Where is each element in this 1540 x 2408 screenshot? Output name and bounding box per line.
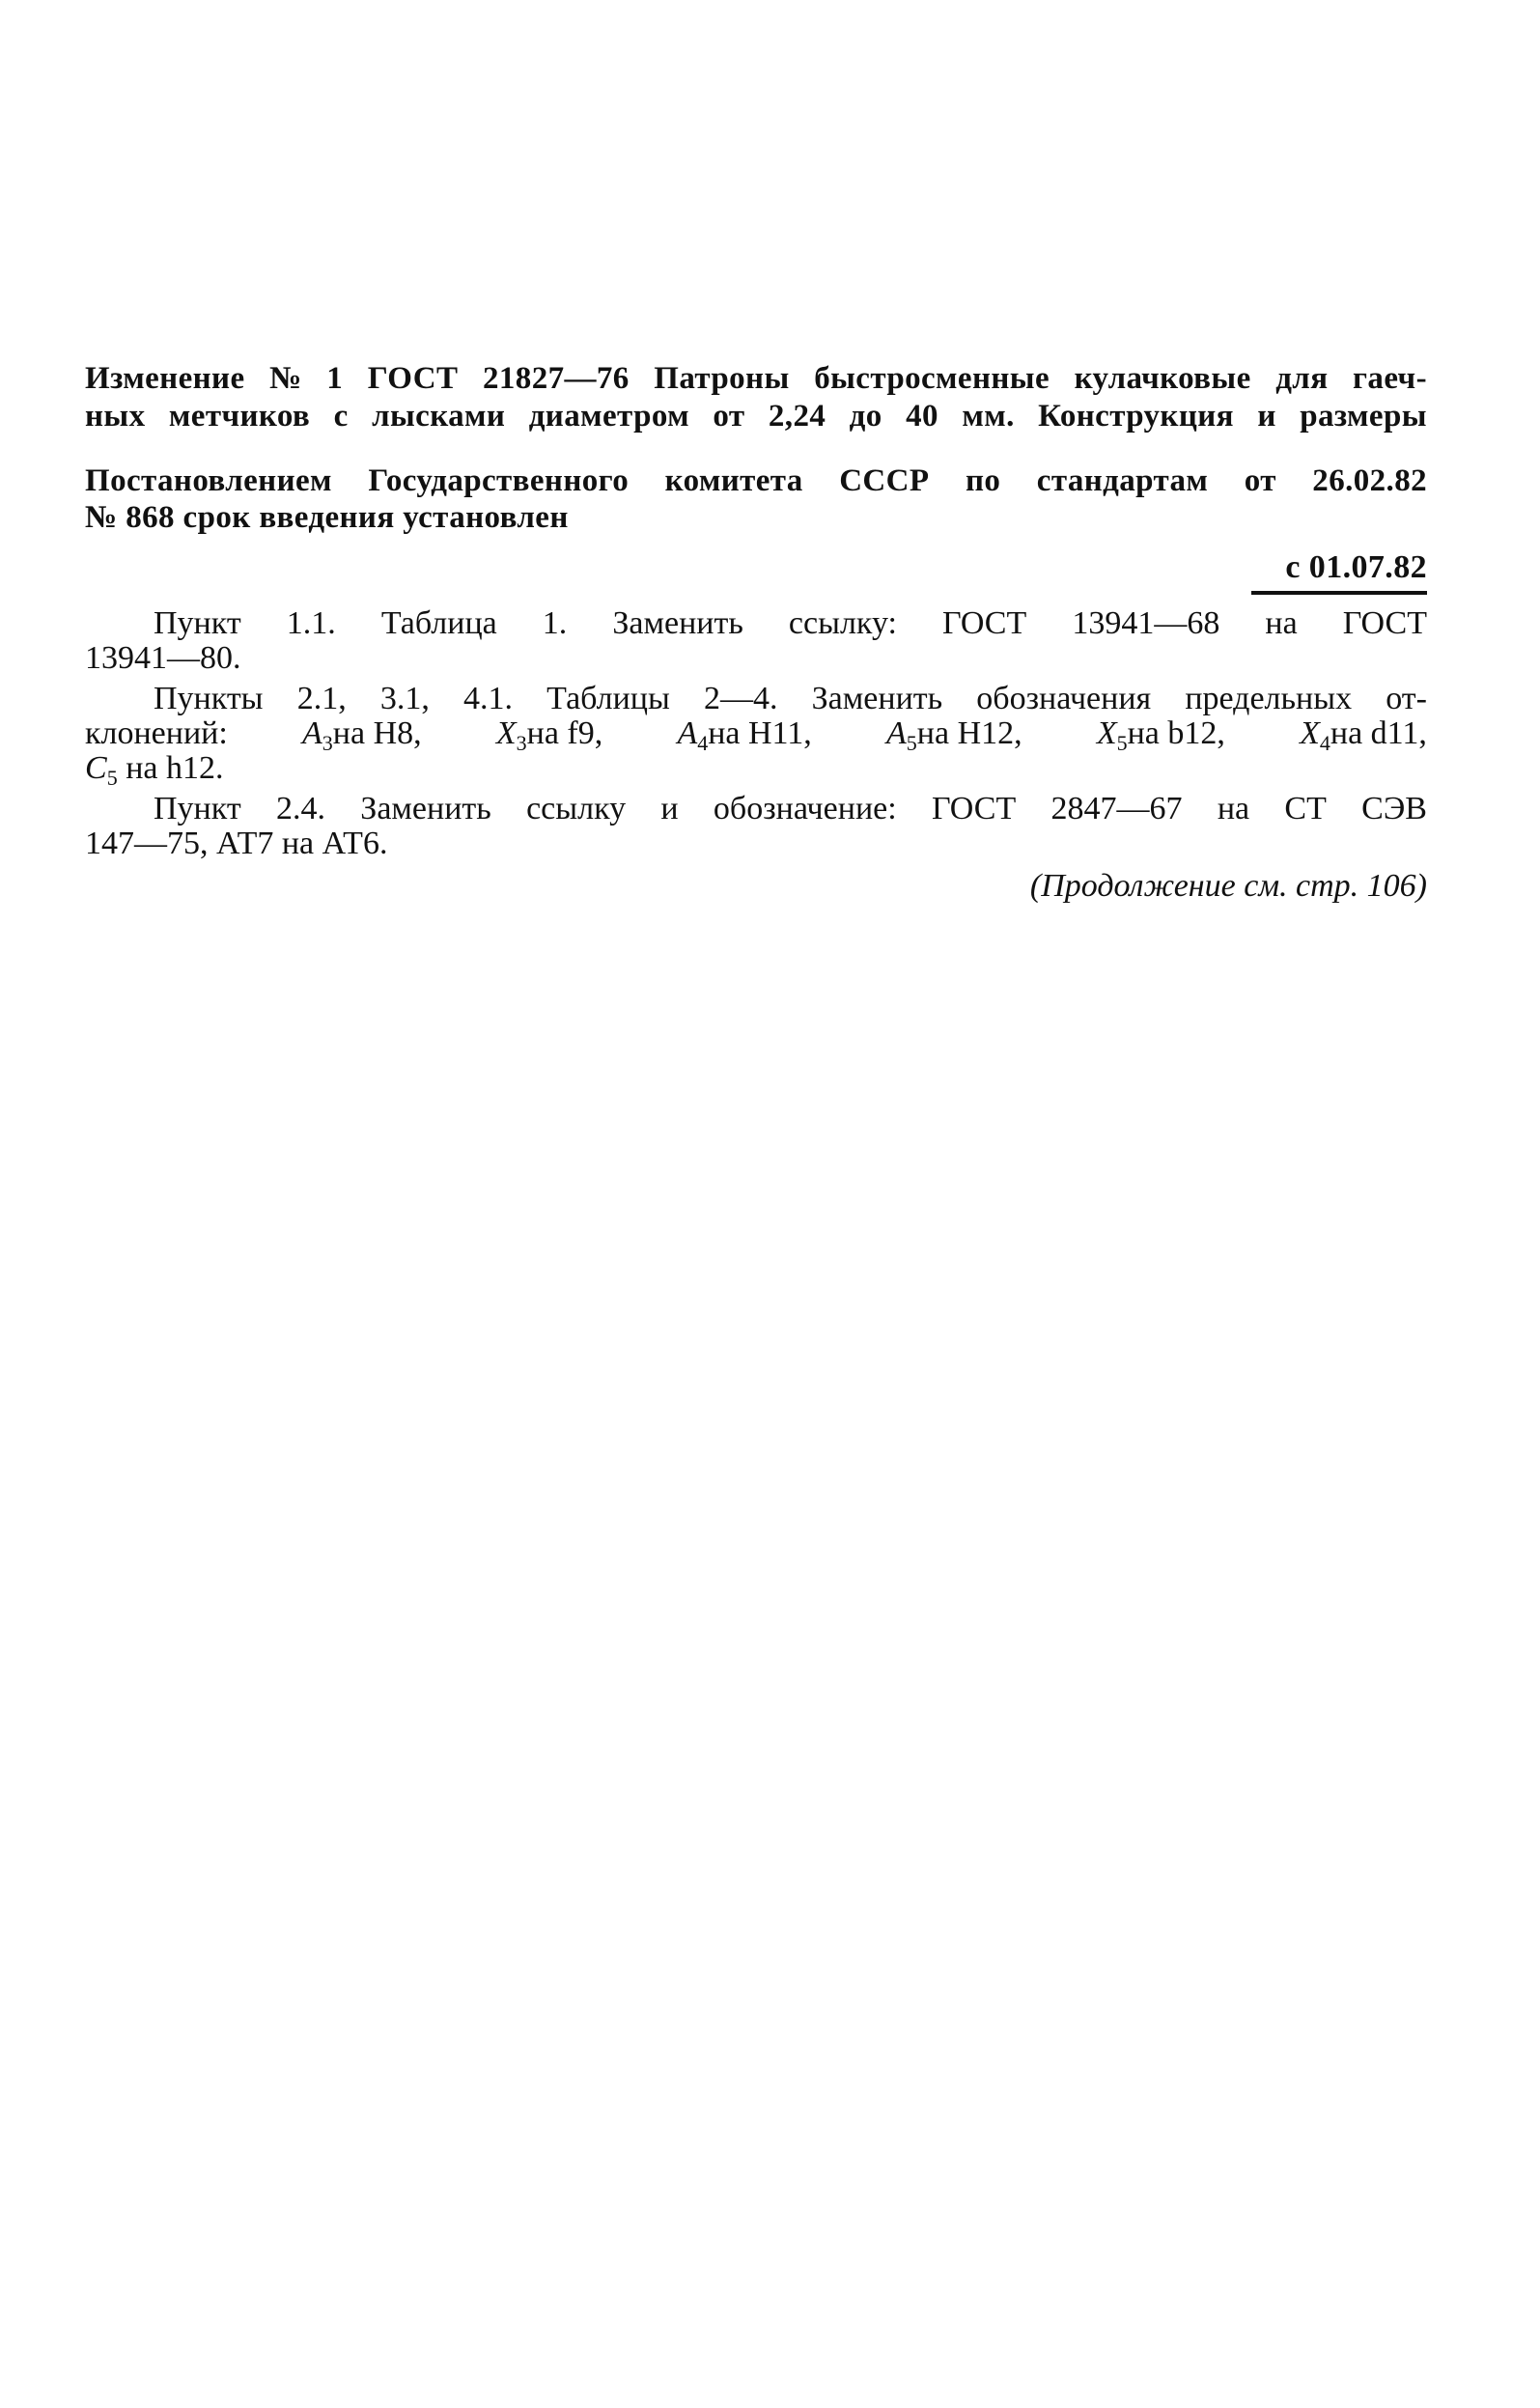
- heading-word: до: [849, 399, 882, 434]
- variable-symbol: C: [85, 750, 107, 786]
- heading-word: СССР: [839, 463, 930, 498]
- text-word: обозначения: [976, 681, 1152, 716]
- text-word: предельных: [1185, 681, 1353, 716]
- text-word: клонений:: [85, 715, 228, 751]
- heading-word: кулачковые: [1074, 361, 1251, 396]
- date-underline: [1251, 591, 1427, 595]
- heading-word: 21827—76: [483, 361, 630, 396]
- amendment-body: [85, 604, 1427, 904]
- tolerance-designation: X3на f9,: [495, 715, 603, 755]
- paragraph-2-line-3: [85, 749, 1427, 788]
- heading-word: Патроны: [654, 361, 790, 396]
- text-word: Заменить: [360, 791, 491, 826]
- heading-word: 40: [906, 399, 938, 434]
- heading-line-1: [85, 359, 1427, 398]
- text-word: 4.1.: [463, 681, 513, 716]
- heading-word: от: [713, 399, 745, 434]
- variable-symbol: A: [677, 715, 698, 751]
- text-word: от-: [1386, 681, 1427, 716]
- heading-word: быстросменные: [814, 361, 1050, 396]
- text-word: СЭВ: [1361, 791, 1427, 826]
- heading-word: от: [1244, 463, 1276, 498]
- text-word: обозначение:: [713, 791, 897, 826]
- paragraph-1-line-2: 13941—80.: [85, 640, 241, 676]
- text-word: 3.1,: [379, 681, 430, 716]
- replacement-text: на h12.: [117, 750, 224, 786]
- heading-word: метчиков: [168, 399, 311, 434]
- resolution-block: [85, 462, 1427, 616]
- text-word: ГОСТ: [931, 791, 1017, 826]
- text-word: ГОСТ: [942, 605, 1027, 641]
- heading-word: стандартам: [1036, 463, 1209, 498]
- tolerance-designation: X4на d11,: [1300, 715, 1427, 755]
- heading-line-3: [85, 462, 1427, 500]
- replacement-text: на b12,: [1127, 715, 1225, 751]
- replacement-text: на H12,: [916, 715, 1022, 751]
- heading-word: Постановлением: [85, 463, 332, 498]
- text-word: 2.1,: [296, 681, 347, 716]
- variable-symbol: X: [1300, 715, 1320, 751]
- variable-symbol: X: [495, 715, 517, 751]
- paragraph-2-line-1: [85, 680, 1427, 718]
- text-word: Таблица: [380, 605, 497, 641]
- heading-word: диаметром: [528, 399, 689, 434]
- text-word: ГОСТ: [1342, 605, 1427, 641]
- paragraph-3-line-1: [85, 790, 1427, 828]
- tolerance-designation: A3на H8,: [302, 715, 422, 755]
- tolerance-designation: [85, 750, 224, 790]
- text-word: 1.: [542, 605, 568, 641]
- text-word: ссылку: [526, 791, 627, 826]
- heading-word: размеры: [1300, 399, 1427, 434]
- effective-date: с 01.07.82: [1285, 549, 1427, 585]
- heading-word: 26.02.82: [1312, 463, 1427, 498]
- text-word: 2—4.: [703, 681, 778, 716]
- tolerance-designation: X5на b12,: [1096, 715, 1225, 755]
- text-word: Заменить: [811, 681, 943, 716]
- tolerance-designation: A5на H12,: [886, 715, 1022, 755]
- replacement-text: на d11,: [1330, 715, 1427, 751]
- tolerance-designation: A4на H11,: [677, 715, 812, 755]
- variable-subscript: 5: [106, 766, 118, 790]
- heading-word: и: [1257, 399, 1276, 434]
- text-word: Пункт: [154, 791, 241, 826]
- heading-word: гаеч-: [1353, 361, 1427, 396]
- heading-word: ных: [85, 399, 146, 434]
- heading-line-2: [85, 397, 1427, 435]
- paragraph-3-line-2: 147—75, АТ7 на АТ6.: [85, 826, 388, 861]
- paragraph-1-line-1: [85, 604, 1427, 643]
- heading-word: ГОСТ: [367, 361, 459, 396]
- replacement-text: на f9,: [526, 715, 603, 751]
- heading-word: 2,24: [768, 399, 826, 434]
- heading-word: для: [1275, 361, 1329, 396]
- heading-word: Конструкция: [1038, 399, 1234, 434]
- continuation-note: (Продолжение см. стр. 106): [1029, 868, 1427, 904]
- heading-word: с: [333, 399, 349, 434]
- heading-word: мм.: [962, 399, 1015, 434]
- text-word: 1.1.: [286, 605, 336, 641]
- replacement-text: на H11,: [708, 715, 812, 751]
- text-word: 13941—68: [1072, 605, 1220, 641]
- replacement-text: на H8,: [332, 715, 422, 751]
- heading-line-4: № 868 срок введения установлен: [85, 500, 569, 535]
- heading-word: по: [965, 463, 1001, 498]
- text-word: Таблицы: [546, 681, 670, 716]
- text-word: ссылку:: [788, 605, 897, 641]
- heading-word: Государственного: [368, 463, 630, 498]
- heading-word: комитета: [664, 463, 803, 498]
- variable-symbol: X: [1096, 715, 1117, 751]
- text-word: и: [660, 791, 679, 826]
- heading-word: №: [269, 361, 302, 396]
- text-word: Заменить: [612, 605, 743, 641]
- heading-word: лысками: [372, 399, 506, 434]
- text-word: 2.4.: [275, 791, 325, 826]
- text-word: Пункты: [154, 681, 264, 716]
- variable-symbol: A: [302, 715, 322, 751]
- text-word: Пункт: [154, 605, 241, 641]
- variable-symbol: A: [886, 715, 907, 751]
- text-word: 2847—67: [1050, 791, 1183, 826]
- heading-word: Изменение: [85, 361, 245, 396]
- text-word: СТ: [1284, 791, 1327, 826]
- heading-word: 1: [326, 361, 344, 396]
- text-word: на: [1265, 605, 1298, 641]
- text-word: на: [1217, 791, 1250, 826]
- paragraph-2-line-2: [85, 714, 1427, 753]
